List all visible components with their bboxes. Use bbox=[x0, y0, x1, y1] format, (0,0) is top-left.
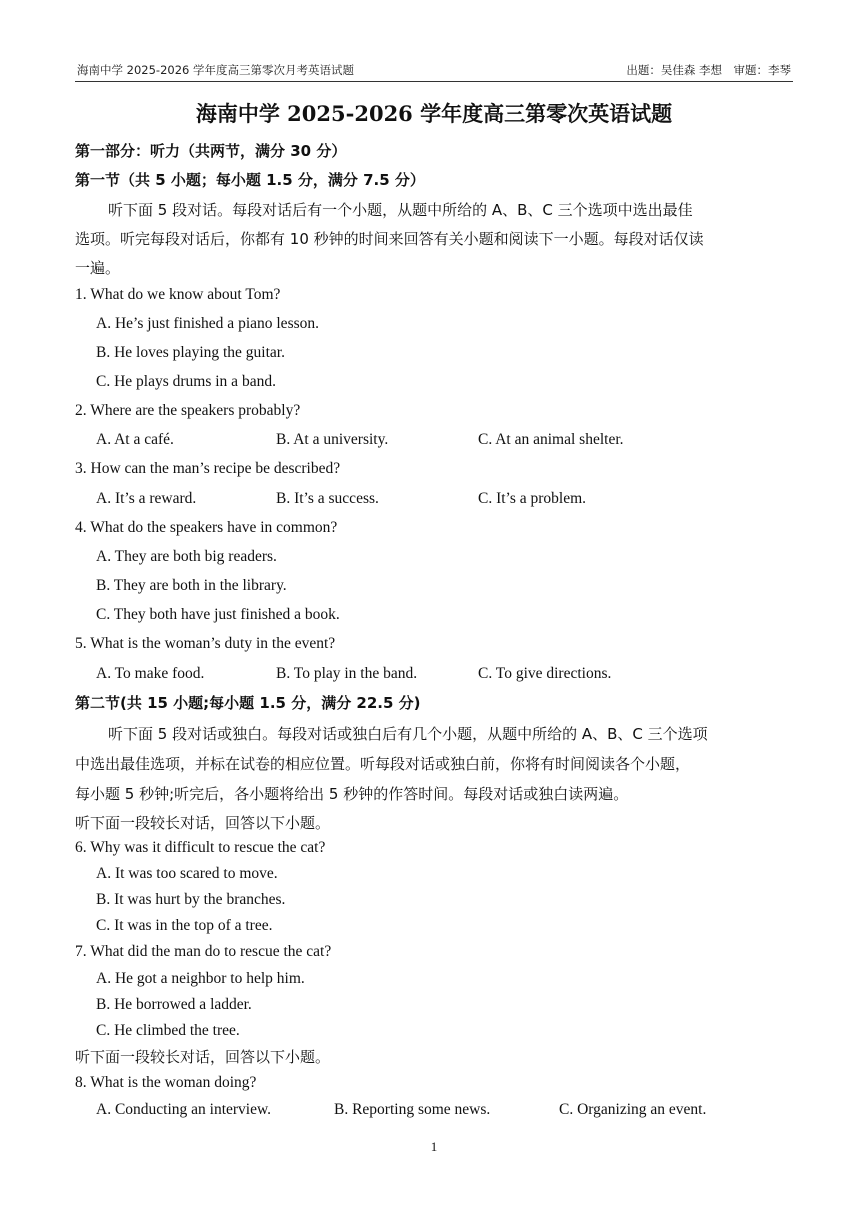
question-4-stem: 4. What do the speakers have in common? bbox=[75, 519, 338, 536]
header-left: 海南中学 2025-2026 学年度高三第零次月考英语试题 bbox=[77, 63, 354, 77]
question-3-option-b: B. It’s a success. bbox=[276, 490, 379, 507]
question-5-option-b: B. To play in the band. bbox=[276, 665, 418, 682]
question-3-option-a: A. It’s a reward. bbox=[96, 490, 197, 507]
question-4-option-b: B. They are both in the library. bbox=[96, 577, 287, 594]
question-2-stem: 2. Where are the speakers probably? bbox=[75, 402, 301, 419]
section2-instruction-line: 中选出最佳选项，并标在试卷的相应位置。听每段对话或独白前，你将有时间阅读各个小题， bbox=[75, 755, 691, 773]
question-7-option-a: A. He got a neighbor to help him. bbox=[96, 970, 305, 987]
section1-instruction-line: 一遍。 bbox=[75, 259, 121, 277]
section1-heading: 第一节（共 5 小题；每小题 1.5 分，满分 7.5 分） bbox=[75, 171, 425, 189]
listen-instruction: 听下面一段较长对话，回答以下小题。 bbox=[75, 1048, 331, 1066]
header-rule bbox=[75, 81, 793, 82]
section2-heading: 第二节(共 15 小题;每小题 1.5 分，满分 22.5 分) bbox=[75, 694, 421, 712]
question-2-option-b: B. At a university. bbox=[276, 431, 389, 448]
question-6-option-c: C. It was in the top of a tree. bbox=[96, 917, 273, 934]
question-6-option-a: A. It was too scared to move. bbox=[96, 865, 278, 882]
part1-heading: 第一部分：听力（共两节，满分 30 分） bbox=[75, 142, 347, 160]
question-7-option-b: B. He borrowed a ladder. bbox=[96, 996, 252, 1013]
question-5-option-a: A. To make food. bbox=[96, 665, 205, 682]
question-8-option-b: B. Reporting some news. bbox=[334, 1101, 491, 1118]
question-3-option-c: C. It’s a problem. bbox=[478, 490, 587, 507]
question-3-stem: 3. How can the man’s recipe be described? bbox=[75, 460, 341, 477]
question-8-option-a: A. Conducting an interview. bbox=[96, 1101, 272, 1118]
listen-instruction: 听下面一段较长对话，回答以下小题。 bbox=[75, 814, 331, 832]
question-2-option-a: A. At a café. bbox=[96, 431, 174, 448]
page-title: 海南中学 2025-2026 学年度高三第零次英语试题 bbox=[195, 101, 673, 126]
question-8-option-c: C. Organizing an event. bbox=[559, 1101, 707, 1118]
question-5-option-c: C. To give directions. bbox=[478, 665, 612, 682]
question-4-option-a: A. They are both big readers. bbox=[96, 548, 277, 565]
question-2-option-c: C. At an animal shelter. bbox=[478, 431, 624, 448]
question-7-stem: 7. What did the man do to rescue the cat? bbox=[75, 943, 332, 960]
section2-instruction-line: 每小题 5 秒钟;听完后，各小题将给出 5 秒钟的作答时间。每段对话或独白读两遍。 bbox=[75, 785, 629, 803]
question-1-option-c: C. He plays drums in a band. bbox=[96, 373, 276, 390]
header-right: 出题：吴佳森 李想 审题：李琴 bbox=[626, 63, 791, 77]
question-7-option-c: C. He climbed the tree. bbox=[96, 1022, 240, 1039]
section2-instruction-line: 听下面 5 段对话或独白。每段对话或独白后有几个小题，从题中所给的 A、B、C 三个选项 bbox=[108, 725, 708, 743]
question-8-stem: 8. What is the woman doing? bbox=[75, 1074, 257, 1091]
running-header bbox=[75, 62, 793, 80]
question-1-stem: 1. What do we know about Tom? bbox=[75, 286, 281, 303]
question-1-option-b: B. He loves playing the guitar. bbox=[96, 344, 285, 361]
page-number: 1 bbox=[430, 1139, 438, 1154]
section1-instruction-line: 选项。听完每段对话后，你都有 10 秒钟的时间来回答有关小题和阅读下一小题。每段对话仅读 bbox=[75, 230, 704, 248]
section1-instruction-line: 听下面 5 段对话。每段对话后有一个小题，从题中所给的 A、B、C 三个选项中选出最佳 bbox=[108, 201, 693, 219]
question-6-stem: 6. Why was it difficult to rescue the cat? bbox=[75, 839, 326, 856]
question-5-stem: 5. What is the woman’s duty in the event? bbox=[75, 635, 336, 652]
question-1-option-a: A. He’s just finished a piano lesson. bbox=[96, 315, 320, 332]
question-4-option-c: C. They both have just finished a book. bbox=[96, 606, 340, 623]
question-6-option-b: B. It was hurt by the branches. bbox=[96, 891, 286, 908]
